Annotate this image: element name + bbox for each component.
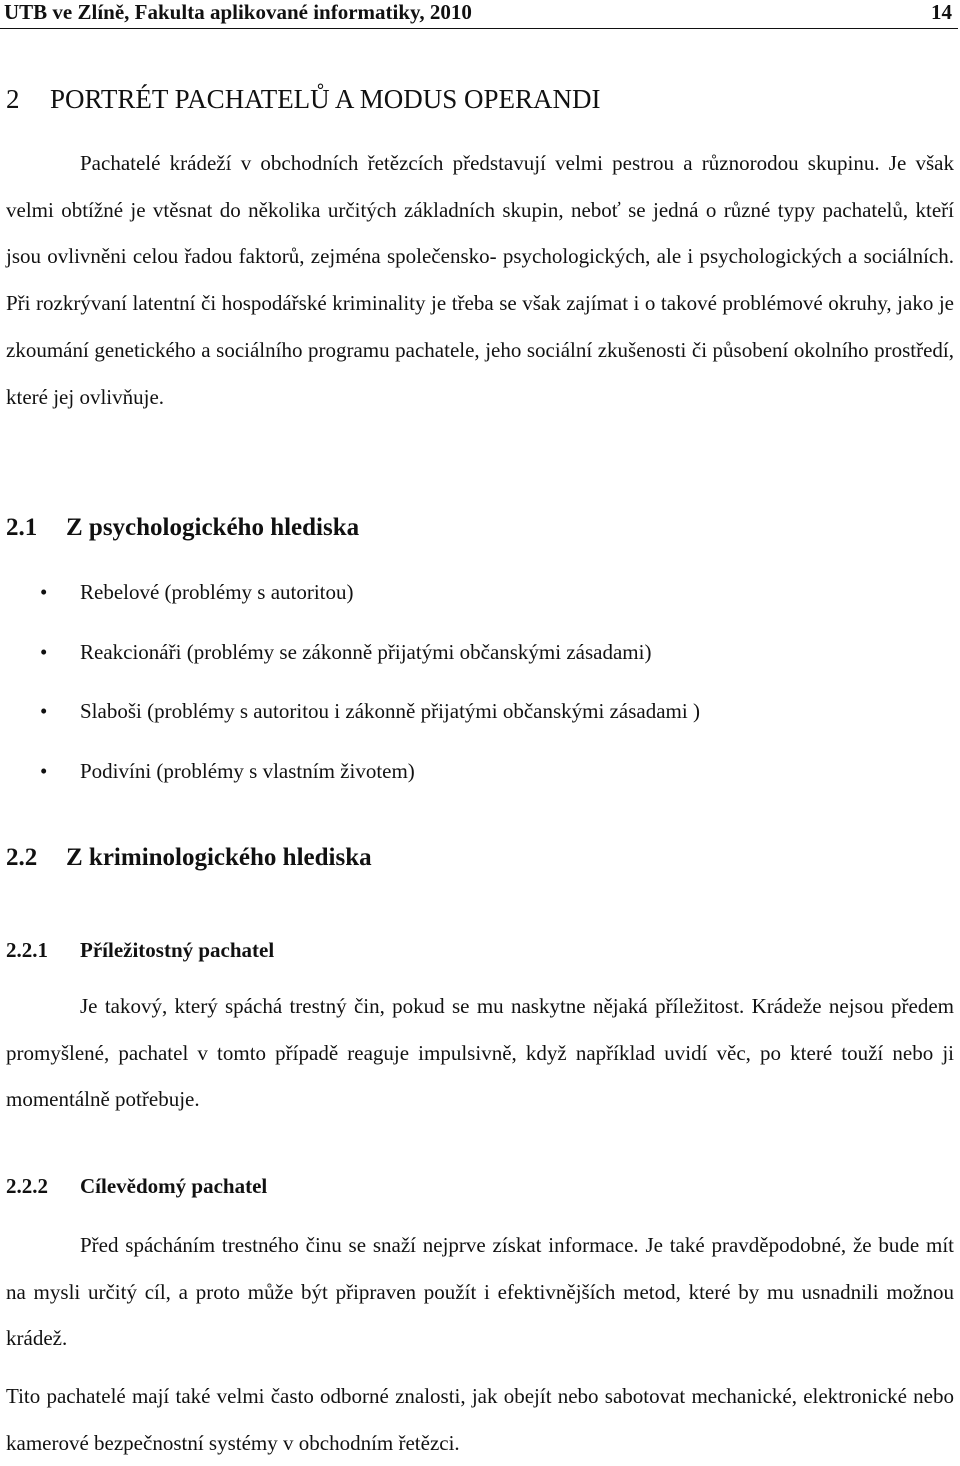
intro-paragraph-text: Pachatelé krádeží v obchodních řetězcích představují velmi pestrou a různorodou skupinu. Je však velmi obtížné je vtěsnat do několika určitých základních skupin, neboť se jedná o různé typy pachatelů, kteří jsou ovlivněni celou řadou faktorů, zejména společensko- psychologických, ale i psychologických a sociálních. Při rozkrývaní latentní či hospodářské kriminality je třeba se však zajímat i o takové problémové okruhy, jako je zkoumání genetického a sociálního programu pachatele, jeho sociální zkušenosti či působení okolního prostředí, které jej ovlivňuje. (6, 151, 954, 409)
list-item-text: Reakcionáři (problémy se zákonně přijatými občanskými zásadami) (80, 639, 652, 664)
bullet-icon: • (40, 699, 48, 723)
technical-skills-paragraph (6, 1373, 954, 1466)
list-item-text: Slaboši (problémy s autoritou i zákonně přijatými občanskými zásadami ) (80, 699, 700, 723)
bullet-icon: • (40, 639, 48, 664)
bullet-icon: • (40, 580, 48, 604)
list-item-text: Rebelové (problémy s autoritou) (80, 580, 354, 604)
subsection-number: 2.2.1 (6, 938, 48, 962)
subsection-heading-purposeful (6, 1171, 267, 1201)
section-number: 2.1 (6, 514, 38, 541)
subsection-heading-occasional (6, 935, 274, 965)
section-heading-psychological (6, 511, 359, 545)
skills-paragraph-text: Tito pachatelé mají také velmi často odborné znalosti, jak obejít nebo sabotovat mechanické, elektronické nebo kamerové bezpečnostní systémy v obchodním řetězci. (6, 1384, 954, 1455)
section-title: Z psychologického hlediska (66, 514, 360, 541)
purposeful-paragraph-text: Před spácháním trestného činu se snaží nejprve získat informace. Je také pravděpodobné, že bude mít na mysli určitý cíl, a proto může být připraven použít i efektivnějších metod, které by mu usnadnili možnou krádež. (6, 1233, 954, 1351)
subsection-title: Příležitostný pachatel (80, 938, 275, 962)
chapter-number: 2 (6, 84, 20, 114)
subsection-number: 2.2.2 (6, 1174, 48, 1198)
section-number: 2.2 (6, 844, 38, 871)
page-number: 14 (931, 0, 952, 24)
bullet-icon: • (40, 758, 48, 783)
section-title: Z kriminologického hlediska (66, 844, 372, 871)
occasional-paragraph-text: Je takový, který spáchá trestný čin, pokud se mu naskytne nějaká příležitost. Krádeže nejsou předem promyšlené, pachatel v tomto případě reaguje impulsivně, když například uvidí věc, po které touží nebo ji momentálně potřebuje. (6, 994, 954, 1112)
purposeful-offender-paragraph (6, 1222, 954, 1362)
section-heading-criminological (6, 841, 372, 875)
header-title: UTB ve Zlíně, Fakulta aplikované informatiky, 2010 (4, 0, 472, 24)
chapter-title: PORTRÉT PACHATELŮ A MODUS OPERANDI (50, 84, 601, 114)
intro-paragraph (6, 140, 954, 420)
occasional-offender-paragraph (6, 983, 954, 1123)
subsection-title: Cílevědomý pachatel (80, 1174, 268, 1198)
running-header (0, 0, 958, 29)
chapter-heading (6, 82, 600, 116)
list-item-text: Podivíni (problémy s vlastním životem) (80, 758, 415, 783)
